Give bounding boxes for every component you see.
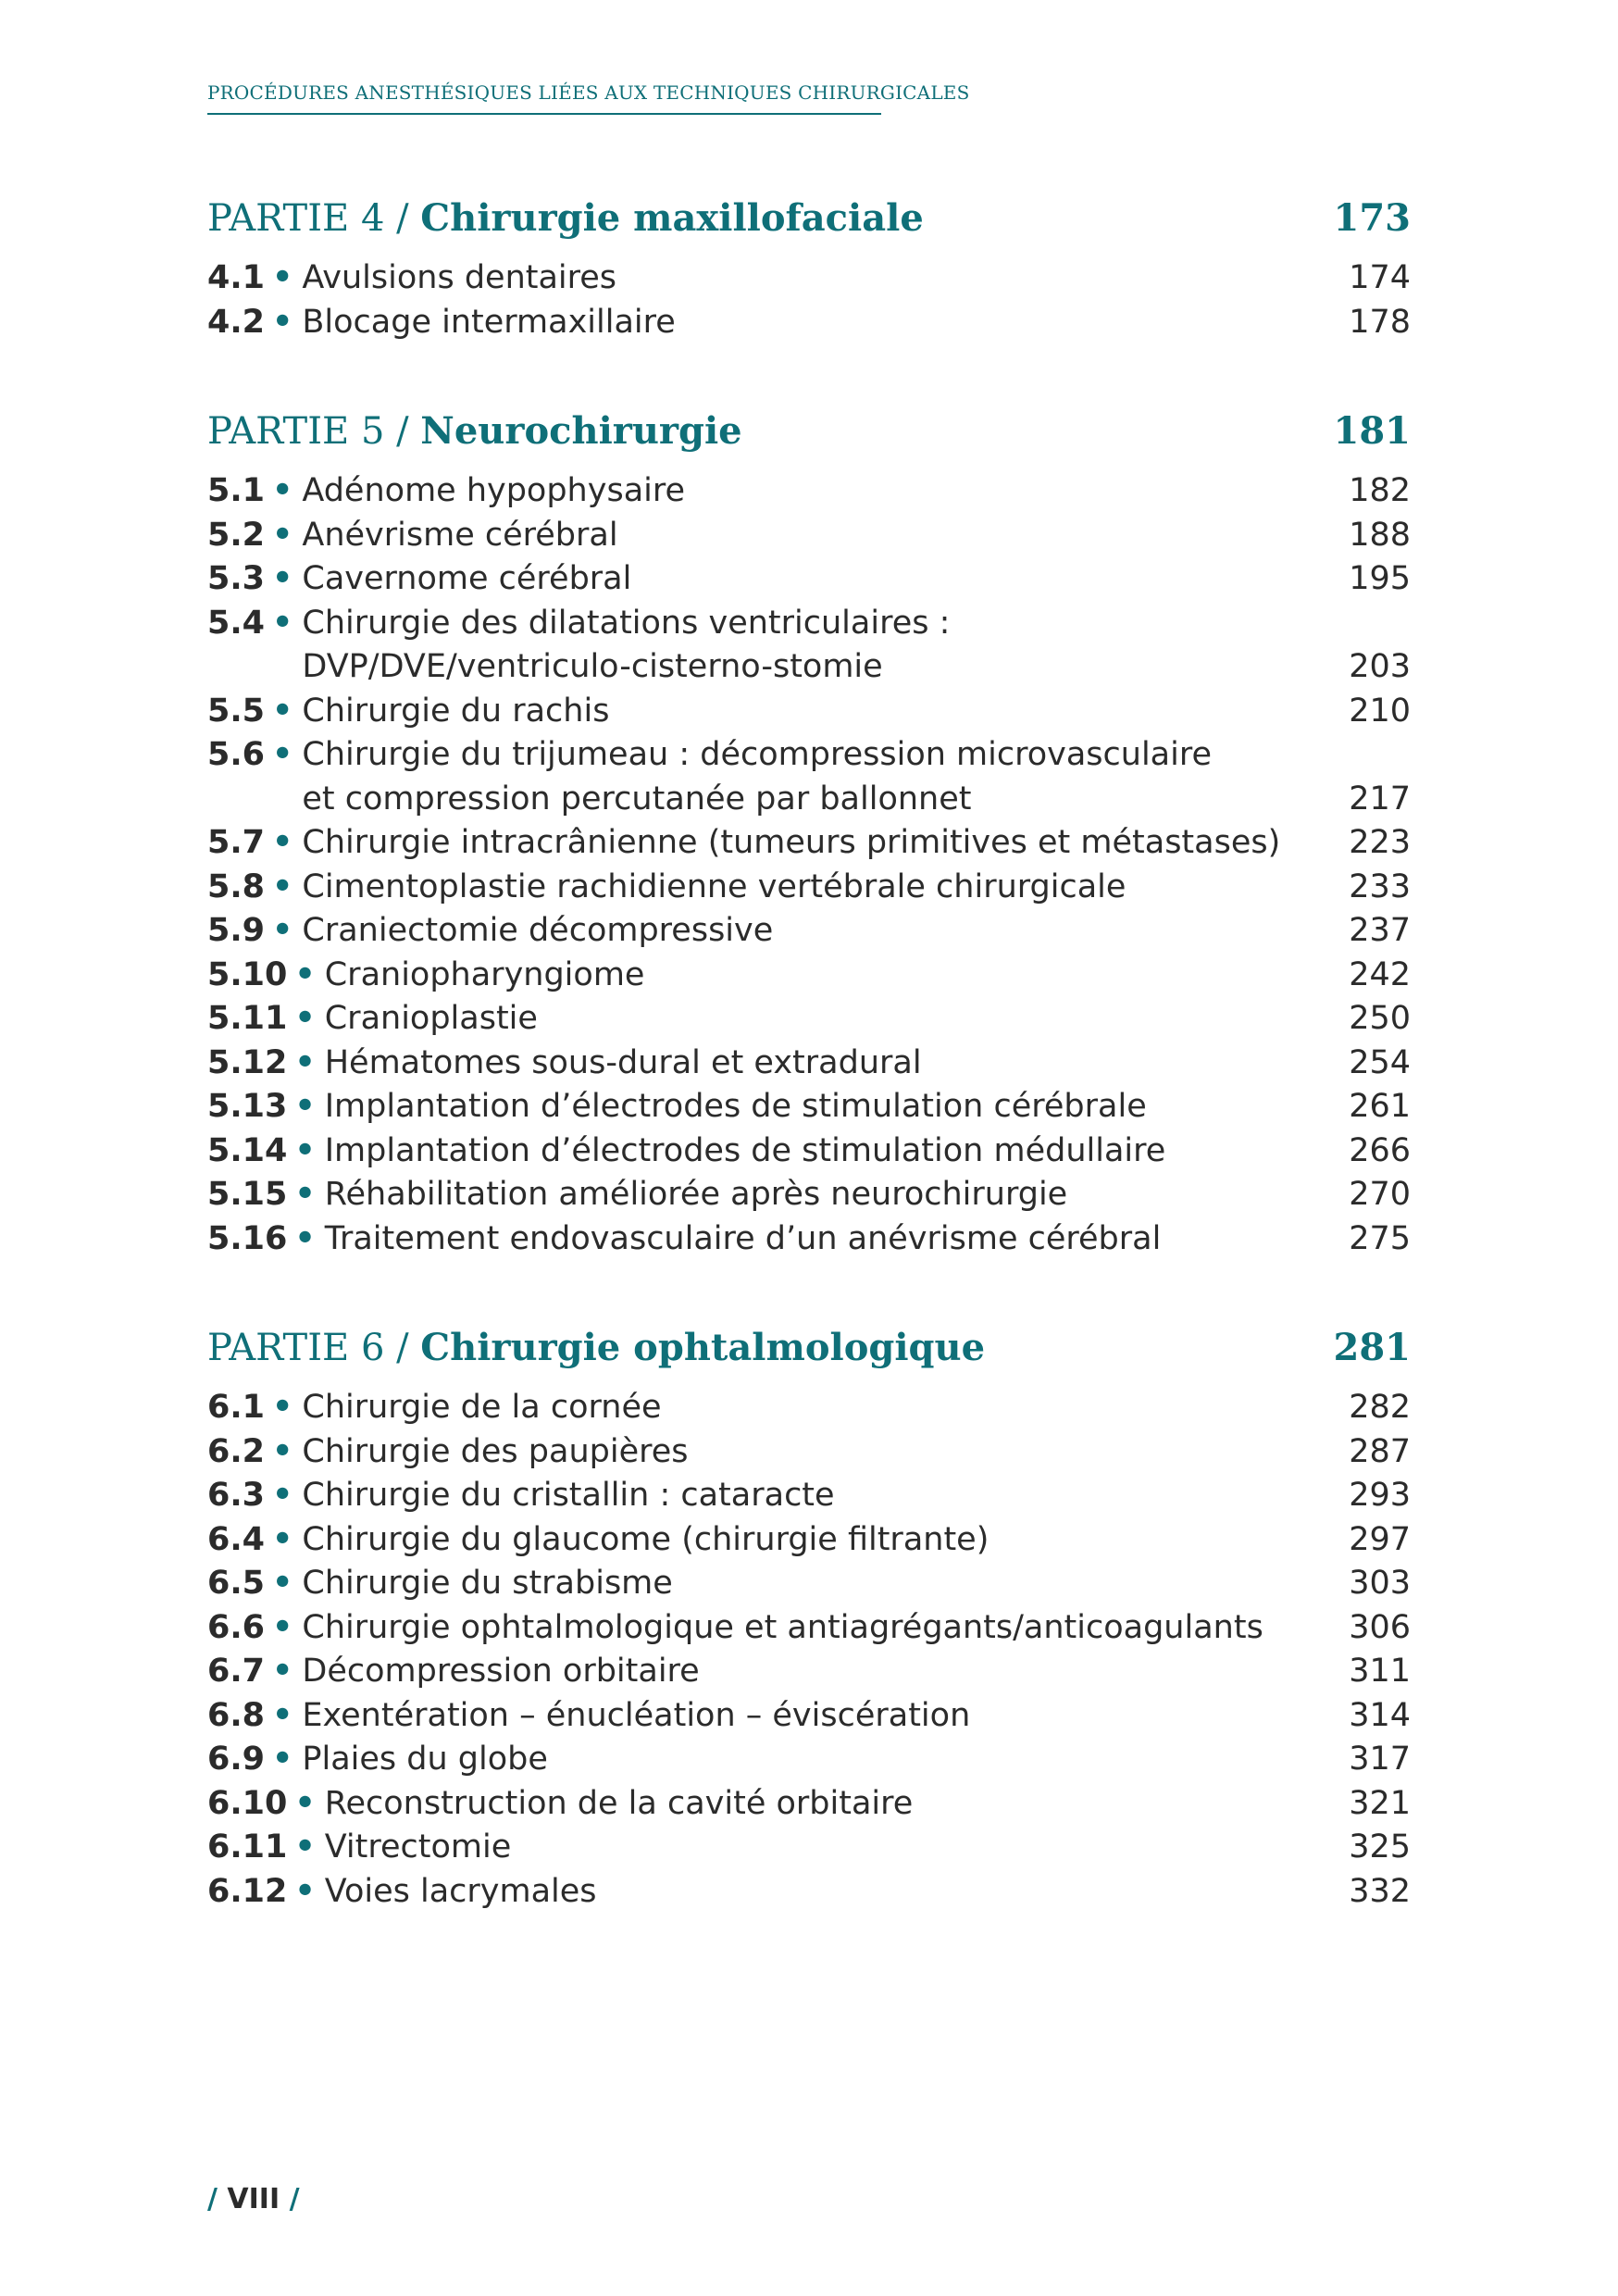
toc-entry[interactable] [207, 1129, 1411, 1174]
entry-number: 5.7 [207, 824, 266, 861]
entry-title: Chirurgie du strabisme [302, 1565, 673, 1602]
toc-entry[interactable] [207, 1694, 1411, 1739]
toc-entry[interactable] [207, 1085, 1411, 1129]
entry-number: 5.2 [207, 516, 266, 554]
entry-page-number: 287 [1349, 1432, 1411, 1470]
part-title: Chirurgie maxillofaciale [420, 196, 924, 240]
bullet-icon: • [294, 1088, 316, 1125]
bullet-icon: • [294, 1131, 316, 1169]
entry-title: Craniopharyngiome [324, 955, 645, 993]
part-title: Chirurgie ophtalmologique [420, 1326, 986, 1369]
folio-number: VIII [227, 2183, 280, 2215]
entry-number: 5.4 [207, 604, 266, 642]
toc-entry[interactable] [207, 1474, 1411, 1518]
entry-number: 5.5 [207, 692, 266, 730]
bullet-icon: • [272, 472, 293, 509]
entry-number: 6.11 [207, 1828, 288, 1866]
toc-entry[interactable] [207, 1606, 1411, 1651]
bullet-icon: • [272, 604, 293, 642]
bullet-icon: • [294, 1176, 316, 1213]
entry-title: Craniectomie décompressive [302, 912, 774, 949]
toc-entry[interactable] [207, 1430, 1411, 1475]
bullet-icon: • [294, 1000, 316, 1037]
entry-number: 6.1 [207, 1389, 266, 1426]
folio-suffix: / [280, 2183, 300, 2215]
entry-page-number: 203 [1349, 648, 1411, 685]
toc-entry[interactable] [207, 301, 1411, 345]
entry-number: 5.11 [207, 1000, 288, 1037]
entry-title: Adénome hypophysaire [302, 472, 686, 509]
part-label: PARTIE 4 / [207, 197, 421, 240]
entry-number: 5.9 [207, 912, 266, 949]
entry-page-number: 261 [1349, 1088, 1411, 1125]
entry-title: Chirurgie ophtalmologique et antiagrégants/anticoagulants [302, 1608, 1263, 1646]
entry-page-number: 293 [1349, 1477, 1411, 1514]
bullet-icon: • [294, 955, 316, 993]
part-title: Neurochirurgie [420, 409, 742, 453]
entry-title: Cimentoplastie rachidienne vertébrale chirurgicale [302, 867, 1126, 905]
entry-page-number: 297 [1349, 1520, 1411, 1558]
entry-page-number: 242 [1349, 955, 1411, 993]
entry-number: 5.3 [207, 560, 266, 597]
toc-entry[interactable] [207, 1870, 1411, 1915]
entry-title: Chirurgie du rachis [302, 692, 610, 730]
toc-entry[interactable] [207, 866, 1411, 910]
toc-entry[interactable] [207, 557, 1411, 602]
toc-entry[interactable] [207, 1217, 1411, 1262]
entry-page-number: 174 [1349, 259, 1411, 296]
entry-page-number: 282 [1349, 1389, 1411, 1426]
toc-entry[interactable] [207, 602, 1411, 690]
entry-title: Chirurgie de la cornée [302, 1389, 662, 1426]
part-page-number: 181 [1333, 409, 1411, 453]
bullet-icon: • [272, 560, 293, 597]
bullet-icon: • [272, 1696, 293, 1734]
entry-title: Plaies du globe [302, 1741, 548, 1778]
bullet-icon: • [272, 1389, 293, 1426]
entry-title: Chirurgie du glaucome (chirurgie filtrante) [302, 1520, 989, 1558]
toc-entry[interactable] [207, 1518, 1411, 1563]
entry-title: Implantation d’électrodes de stimulation cérébrale [324, 1088, 1147, 1125]
entry-page-number: 188 [1349, 516, 1411, 554]
entry-page-number: 275 [1349, 1219, 1411, 1257]
bullet-icon: • [294, 1219, 316, 1257]
entry-title: Chirurgie du cristallin : cataracte [302, 1477, 835, 1514]
entry-page-number: 306 [1349, 1608, 1411, 1646]
entry-page-number: 314 [1349, 1696, 1411, 1734]
toc-entry[interactable] [207, 821, 1411, 866]
toc-entry[interactable] [207, 690, 1411, 734]
entry-number: 6.12 [207, 1872, 288, 1910]
entry-page-number: 182 [1349, 472, 1411, 509]
toc-entry[interactable] [207, 514, 1411, 558]
bullet-icon: • [294, 1043, 316, 1081]
entry-number: 5.13 [207, 1088, 288, 1125]
entry-title: Chirurgie des paupières [302, 1432, 689, 1470]
entry-number: 4.1 [207, 259, 266, 296]
entry-title: Anévrisme cérébral [302, 516, 618, 554]
entry-page-number: 321 [1349, 1784, 1411, 1822]
entry-number: 5.12 [207, 1043, 288, 1081]
toc-entry[interactable] [207, 954, 1411, 998]
bullet-icon: • [272, 1520, 293, 1558]
toc-entry[interactable] [207, 1650, 1411, 1694]
part-heading[interactable] [207, 196, 1411, 240]
entry-title: Blocage intermaxillaire [302, 303, 676, 341]
bullet-icon: • [272, 1741, 293, 1778]
toc-entry[interactable] [207, 1782, 1411, 1827]
entry-title: Chirurgie des dilatations ventriculaires : DVP/DVE/ventriculo-cisterno-stomie [302, 604, 951, 685]
toc-part-5 [207, 409, 1411, 1261]
toc-part-6 [207, 1326, 1411, 1914]
entry-page-number: 250 [1349, 1000, 1411, 1037]
entry-title: Avulsions dentaires [302, 259, 617, 296]
part-label: PARTIE 5 / [207, 410, 421, 453]
entry-page-number: 233 [1349, 867, 1411, 905]
entry-title: Implantation d’électrodes de stimulation médullaire [324, 1131, 1166, 1169]
table-of-contents [207, 196, 1411, 1978]
entry-title: Traitement endovasculaire d’un anévrisme cérébral [324, 1219, 1162, 1257]
entry-title: Voies lacrymales [324, 1872, 597, 1910]
toc-entry[interactable] [207, 256, 1411, 301]
entry-title: Vitrectomie [324, 1828, 512, 1866]
entry-title: Chirurgie du trijumeau : décompression microvasculaire et compression percutanée par ballonnet [302, 736, 1213, 817]
entry-page-number: 210 [1349, 692, 1411, 730]
entry-number: 6.8 [207, 1696, 266, 1734]
toc-entry[interactable] [207, 1173, 1411, 1217]
entry-title: Hématomes sous-dural et extradural [324, 1043, 922, 1081]
entry-number: 5.6 [207, 736, 266, 773]
entry-number: 6.6 [207, 1608, 266, 1646]
entry-number: 5.8 [207, 867, 266, 905]
entry-page-number: 325 [1349, 1828, 1411, 1866]
folio-prefix: / [207, 2183, 228, 2215]
entry-page-number: 311 [1349, 1653, 1411, 1690]
toc-entry[interactable] [207, 733, 1411, 821]
entry-title: Cavernome cérébral [302, 560, 632, 597]
bullet-icon: • [272, 259, 293, 296]
entry-page-number: 254 [1349, 1043, 1411, 1081]
toc-entry[interactable] [207, 1386, 1411, 1430]
entry-title: Reconstruction de la cavité orbitaire [324, 1784, 914, 1822]
bullet-icon: • [272, 824, 293, 861]
toc-entry[interactable] [207, 997, 1411, 1042]
bullet-icon: • [294, 1828, 316, 1866]
entry-title: Décompression orbitaire [302, 1653, 700, 1690]
entry-number: 6.3 [207, 1477, 266, 1514]
toc-entry[interactable] [207, 469, 1411, 514]
part-heading[interactable] [207, 1326, 1411, 1369]
entry-page-number: 217 [1349, 780, 1411, 817]
entry-page-number: 303 [1349, 1565, 1411, 1602]
entry-page-number: 178 [1349, 303, 1411, 341]
entry-number: 6.2 [207, 1432, 266, 1470]
entry-number: 5.1 [207, 472, 266, 509]
part-page-number: 281 [1333, 1326, 1411, 1369]
bullet-icon: • [272, 1477, 293, 1514]
entry-page-number: 270 [1349, 1176, 1411, 1213]
entry-number: 5.10 [207, 955, 288, 993]
entry-title: Cranioplastie [324, 1000, 538, 1037]
entry-number: 5.15 [207, 1176, 288, 1213]
bullet-icon: • [272, 1432, 293, 1470]
entry-number: 6.10 [207, 1784, 288, 1822]
bullet-icon: • [272, 303, 293, 341]
bullet-icon: • [272, 1608, 293, 1646]
part-label: PARTIE 6 / [207, 1327, 421, 1369]
entry-title: Réhabilitation améliorée après neurochirurgie [324, 1176, 1068, 1213]
entry-number: 6.4 [207, 1520, 266, 1558]
toc-entry[interactable] [207, 1826, 1411, 1870]
toc-entry[interactable] [207, 1042, 1411, 1086]
entry-title: Chirurgie intracrânienne (tumeurs primitives et métastases) [302, 824, 1281, 861]
entry-page-number: 195 [1349, 560, 1411, 597]
entry-number: 4.2 [207, 303, 266, 341]
entry-number: 5.16 [207, 1219, 288, 1257]
entry-number: 5.14 [207, 1131, 288, 1169]
entry-number: 6.5 [207, 1565, 266, 1602]
entry-page-number: 266 [1349, 1131, 1411, 1169]
toc-entry[interactable] [207, 1738, 1411, 1782]
bullet-icon: • [294, 1784, 316, 1822]
bullet-icon: • [272, 516, 293, 554]
entry-title: Exentération – énucléation – éviscération [302, 1696, 971, 1734]
toc-part-4 [207, 196, 1411, 344]
entry-number: 6.7 [207, 1653, 266, 1690]
running-header: PROCÉDURES ANESTHÉSIQUES LIÉES AUX TECHNIQUES CHIRURGICALES [207, 81, 881, 115]
entry-page-number: 332 [1349, 1872, 1411, 1910]
bullet-icon: • [272, 1653, 293, 1690]
page-folio [207, 2183, 300, 2215]
entry-number: 6.9 [207, 1741, 266, 1778]
entry-page-number: 223 [1349, 824, 1411, 861]
bullet-icon: • [272, 912, 293, 949]
bullet-icon: • [272, 1565, 293, 1602]
entry-page-number: 237 [1349, 912, 1411, 949]
bullet-icon: • [272, 692, 293, 730]
bullet-icon: • [272, 736, 293, 773]
part-heading[interactable] [207, 409, 1411, 453]
toc-entry[interactable] [207, 909, 1411, 954]
toc-entry[interactable] [207, 1562, 1411, 1606]
bullet-icon: • [294, 1872, 316, 1910]
bullet-icon: • [272, 867, 293, 905]
part-page-number: 173 [1333, 196, 1411, 240]
entry-page-number: 317 [1349, 1741, 1411, 1778]
